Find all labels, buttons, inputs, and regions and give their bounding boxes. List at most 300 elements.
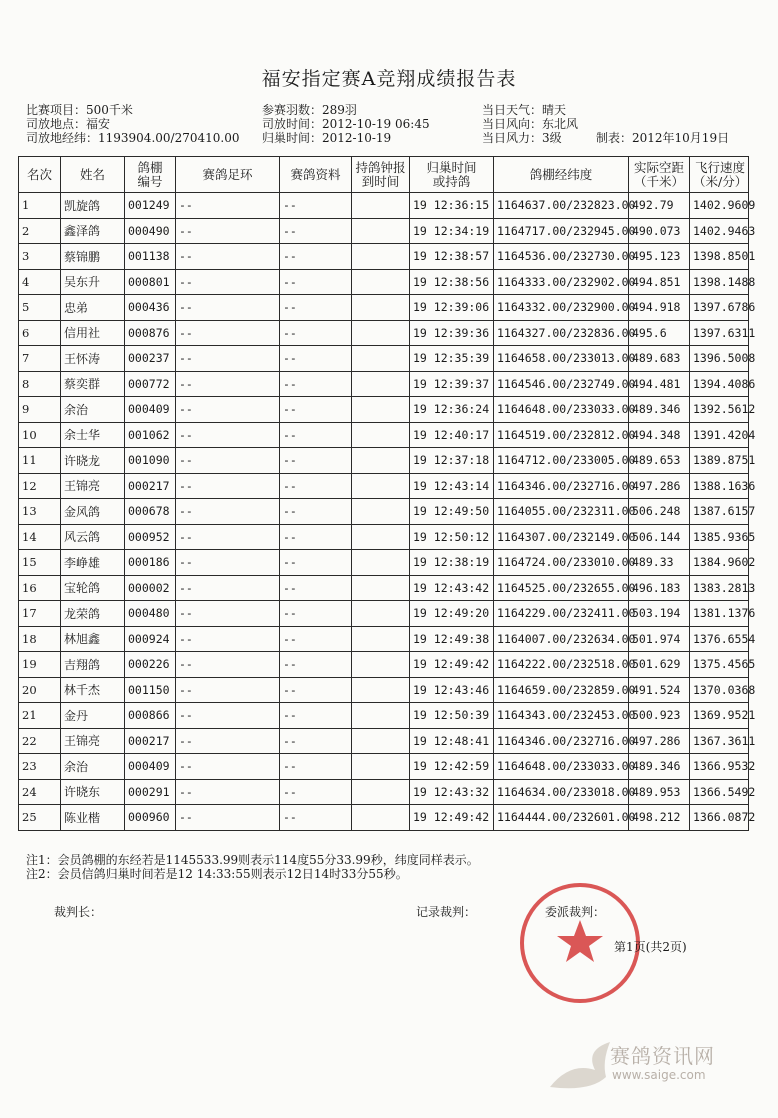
cell-loft: 001090 <box>125 448 176 474</box>
cell-arrival: 19 12:38:19 <box>410 550 494 576</box>
table-row <box>19 703 749 729</box>
cell-loft: 000960 <box>125 805 176 831</box>
cell-speed: 1392.5612 <box>690 397 749 423</box>
cell-loft: 000866 <box>125 703 176 729</box>
report-title: 福安指定赛A竞翔成绩报告表 <box>261 68 517 90</box>
cell-name: 吉翔鸽 <box>61 652 125 678</box>
cell-speed: 1370.0368 <box>690 677 749 703</box>
cell-distance: 494.851 <box>629 269 690 295</box>
cell-name: 龙荣鸽 <box>61 601 125 627</box>
table-row <box>19 728 749 754</box>
cell-arrival: 19 12:48:41 <box>410 728 494 754</box>
cell-info: -- <box>280 499 352 525</box>
cell-distance: 491.524 <box>629 677 690 703</box>
cell-rank: 21 <box>19 703 61 729</box>
cell-rank: 11 <box>19 448 61 474</box>
cell-speed: 1381.1376 <box>690 601 749 627</box>
cell-clock <box>352 677 410 703</box>
cell-ring: -- <box>176 320 280 346</box>
cell-coords: 1164333.00/232902.00 <box>494 269 629 295</box>
cell-arrival: 19 12:50:12 <box>410 524 494 550</box>
chief-judge-label: 裁判长： <box>54 905 103 919</box>
cell-coords: 1164222.00/232518.00 <box>494 652 629 678</box>
cell-loft: 001150 <box>125 677 176 703</box>
table-header-row <box>19 157 749 193</box>
cell-loft: 000952 <box>125 524 176 550</box>
cell-name: 凯旋鸽 <box>61 193 125 219</box>
table-row <box>19 575 749 601</box>
cell-info: -- <box>280 422 352 448</box>
cell-coords: 1164536.00/232730.00 <box>494 244 629 270</box>
cell-rank: 5 <box>19 295 61 321</box>
cell-name: 余治 <box>61 397 125 423</box>
cell-loft: 000772 <box>125 371 176 397</box>
cell-ring: -- <box>176 295 280 321</box>
info-made-date: 制表：2012年10月19日 <box>596 131 730 145</box>
table-body <box>19 193 756 831</box>
cell-info: -- <box>280 397 352 423</box>
cell-clock <box>352 295 410 321</box>
cell-speed: 1375.4565 <box>690 652 749 678</box>
cell-ring: -- <box>176 652 280 678</box>
cell-arrival: 19 12:36:24 <box>410 397 494 423</box>
results-table <box>18 156 756 831</box>
cell-distance: 495.123 <box>629 244 690 270</box>
cell-ring: -- <box>176 448 280 474</box>
info-entries: 参赛羽数：289羽 <box>262 103 357 117</box>
cell-clock <box>352 779 410 805</box>
cell-distance: 489.653 <box>629 448 690 474</box>
cell-distance: 489.953 <box>629 779 690 805</box>
cell-arrival: 19 12:43:42 <box>410 575 494 601</box>
cell-info: -- <box>280 244 352 270</box>
cell-rank: 7 <box>19 346 61 372</box>
cell-speed: 1367.3611 <box>690 728 749 754</box>
cell-info: -- <box>280 320 352 346</box>
cell-clock <box>352 371 410 397</box>
table-row <box>19 652 749 678</box>
cell-rank: 3 <box>19 244 61 270</box>
cell-name: 忠弟 <box>61 295 125 321</box>
table-row <box>19 805 749 831</box>
cell-ring: -- <box>176 193 280 219</box>
cell-arrival: 19 12:43:14 <box>410 473 494 499</box>
cell-ring: -- <box>176 601 280 627</box>
cell-speed: 1366.5492 <box>690 779 749 805</box>
cell-info: -- <box>280 677 352 703</box>
cell-ring: -- <box>176 218 280 244</box>
cell-distance: 501.974 <box>629 626 690 652</box>
table-row <box>19 550 749 576</box>
cell-speed: 1388.1636 <box>690 473 749 499</box>
table-row <box>19 397 749 423</box>
cell-ring: -- <box>176 499 280 525</box>
cell-loft: 000480 <box>125 601 176 627</box>
cell-speed: 1376.6554 <box>690 626 749 652</box>
cell-coords: 1164332.00/232900.00 <box>494 295 629 321</box>
cell-arrival: 19 12:35:39 <box>410 346 494 372</box>
cell-distance: 494.481 <box>629 371 690 397</box>
cell-clock <box>352 473 410 499</box>
cell-rank: 9 <box>19 397 61 423</box>
cell-name: 林千杰 <box>61 677 125 703</box>
header-arrival: 归巢时间或持鸽 <box>410 157 494 193</box>
cell-info: -- <box>280 295 352 321</box>
cell-rank: 12 <box>19 473 61 499</box>
cell-ring: -- <box>176 754 280 780</box>
table-row <box>19 499 749 525</box>
note-2: 注2：会员信鸽归巢时间若是12 14:33:55则表示12日14时33分55秒。 <box>26 867 408 881</box>
cell-speed: 1397.6311 <box>690 320 749 346</box>
table-row <box>19 779 749 805</box>
cell-coords: 1164648.00/233033.00 <box>494 754 629 780</box>
cell-distance: 497.286 <box>629 473 690 499</box>
cell-rank: 10 <box>19 422 61 448</box>
cell-name: 蔡奕群 <box>61 371 125 397</box>
header-loft: 鸽棚编号 <box>125 157 176 193</box>
cell-clock <box>352 422 410 448</box>
cell-name: 许晓东 <box>61 779 125 805</box>
cell-info: -- <box>280 779 352 805</box>
cell-ring: -- <box>176 244 280 270</box>
table-row <box>19 448 749 474</box>
cell-loft: 001249 <box>125 193 176 219</box>
cell-arrival: 19 12:36:15 <box>410 193 494 219</box>
cell-info: -- <box>280 218 352 244</box>
cell-coords: 1164724.00/233010.00 <box>494 550 629 576</box>
cell-loft: 000409 <box>125 397 176 423</box>
cell-coords: 1164525.00/232655.00 <box>494 575 629 601</box>
cell-speed: 1366.0872 <box>690 805 749 831</box>
cell-distance: 489.683 <box>629 346 690 372</box>
table-row <box>19 422 749 448</box>
info-event: 比赛项目：500千米 <box>26 103 133 117</box>
cell-coords: 1164546.00/232749.00 <box>494 371 629 397</box>
cell-name: 李峥雄 <box>61 550 125 576</box>
cell-rank: 1 <box>19 193 61 219</box>
cell-loft: 001062 <box>125 422 176 448</box>
cell-ring: -- <box>176 473 280 499</box>
cell-info: -- <box>280 346 352 372</box>
cell-coords: 1164307.00/232149.00 <box>494 524 629 550</box>
cell-arrival: 19 12:38:56 <box>410 269 494 295</box>
header-rank: 名次 <box>19 157 61 193</box>
header-clock: 持鸽钟报到时间 <box>352 157 410 193</box>
table-row <box>19 371 749 397</box>
cell-name: 王怀涛 <box>61 346 125 372</box>
cell-rank: 4 <box>19 269 61 295</box>
cell-loft: 000002 <box>125 575 176 601</box>
table-row <box>19 218 749 244</box>
cell-rank: 14 <box>19 524 61 550</box>
cell-distance: 492.79 <box>629 193 690 219</box>
cell-distance: 495.6 <box>629 320 690 346</box>
cell-ring: -- <box>176 346 280 372</box>
cell-distance: 501.629 <box>629 652 690 678</box>
cell-clock <box>352 754 410 780</box>
cell-ring: -- <box>176 550 280 576</box>
info-wind-force: 当日风力：3级 <box>482 131 562 145</box>
cell-ring: -- <box>176 422 280 448</box>
cell-coords: 1164343.00/232453.00 <box>494 703 629 729</box>
cell-coords: 1164717.00/232945.00 <box>494 218 629 244</box>
cell-clock <box>352 626 410 652</box>
table-row <box>19 754 749 780</box>
cell-name: 王锦亮 <box>61 473 125 499</box>
cell-clock <box>352 269 410 295</box>
header-speed: 飞行速度（米/分） <box>690 157 749 193</box>
cell-name: 鑫泽鸽 <box>61 218 125 244</box>
cell-coords: 1164634.00/233018.00 <box>494 779 629 805</box>
cell-name: 蔡锦鹏 <box>61 244 125 270</box>
cell-distance: 490.073 <box>629 218 690 244</box>
cell-loft: 000436 <box>125 295 176 321</box>
header-coords: 鸽棚经纬度 <box>494 157 629 193</box>
cell-coords: 1164229.00/232411.00 <box>494 601 629 627</box>
cell-info: -- <box>280 626 352 652</box>
cell-loft: 001138 <box>125 244 176 270</box>
cell-speed: 1383.2813 <box>690 575 749 601</box>
cell-arrival: 19 12:49:42 <box>410 805 494 831</box>
header-info: 赛鸽资料 <box>280 157 352 193</box>
table-row <box>19 320 749 346</box>
cell-loft: 000876 <box>125 320 176 346</box>
cell-clock <box>352 601 410 627</box>
cell-clock <box>352 703 410 729</box>
cell-loft: 000490 <box>125 218 176 244</box>
cell-name: 林旭鑫 <box>61 626 125 652</box>
cell-arrival: 19 12:49:38 <box>410 626 494 652</box>
cell-rank: 13 <box>19 499 61 525</box>
cell-loft: 000186 <box>125 550 176 576</box>
cell-speed: 1387.6157 <box>690 499 749 525</box>
cell-info: -- <box>280 754 352 780</box>
info-return-time: 归巢时间：2012-10-19 <box>262 131 392 145</box>
cell-arrival: 19 12:40:17 <box>410 422 494 448</box>
cell-loft: 000237 <box>125 346 176 372</box>
cell-info: -- <box>280 652 352 678</box>
cell-clock <box>352 524 410 550</box>
cell-speed: 1397.6786 <box>690 295 749 321</box>
cell-clock <box>352 499 410 525</box>
cell-coords: 1164519.00/232812.00 <box>494 422 629 448</box>
cell-name: 金丹 <box>61 703 125 729</box>
cell-speed: 1402.9609 <box>690 193 749 219</box>
cell-arrival: 19 12:39:37 <box>410 371 494 397</box>
cell-distance: 506.248 <box>629 499 690 525</box>
cell-name: 王锦亮 <box>61 728 125 754</box>
cell-rank: 6 <box>19 320 61 346</box>
recorder-judge-label: 记录裁判： <box>416 905 477 919</box>
table-row <box>19 269 749 295</box>
table-row <box>19 244 749 270</box>
cell-distance: 494.918 <box>629 295 690 321</box>
cell-ring: -- <box>176 371 280 397</box>
cell-clock <box>352 550 410 576</box>
cell-clock <box>352 218 410 244</box>
cell-arrival: 19 12:49:50 <box>410 499 494 525</box>
cell-clock <box>352 320 410 346</box>
cell-ring: -- <box>176 626 280 652</box>
header-ring: 赛鸽足环 <box>176 157 280 193</box>
cell-rank: 20 <box>19 677 61 703</box>
table-row <box>19 346 749 372</box>
cell-info: -- <box>280 575 352 601</box>
cell-ring: -- <box>176 805 280 831</box>
cell-speed: 1394.4086 <box>690 371 749 397</box>
table-row <box>19 626 749 652</box>
note-1: 注1：会员鸽棚的东经若是1145533.99则表示114度55分33.99秒，纬度同样表示。 <box>26 853 479 867</box>
cell-name: 宝轮鸽 <box>61 575 125 601</box>
table-row <box>19 677 749 703</box>
cell-coords: 1164327.00/232836.00 <box>494 320 629 346</box>
cell-coords: 1164007.00/232634.00 <box>494 626 629 652</box>
cell-rank: 18 <box>19 626 61 652</box>
cell-coords: 1164637.00/232823.00 <box>494 193 629 219</box>
cell-speed: 1385.9365 <box>690 524 749 550</box>
cell-ring: -- <box>176 728 280 754</box>
cell-arrival: 19 12:50:39 <box>410 703 494 729</box>
cell-info: -- <box>280 269 352 295</box>
table-row <box>19 295 749 321</box>
cell-loft: 000801 <box>125 269 176 295</box>
cell-name: 陈业楷 <box>61 805 125 831</box>
cell-speed: 1366.9532 <box>690 754 749 780</box>
cell-name: 吴东升 <box>61 269 125 295</box>
cell-clock <box>352 244 410 270</box>
cell-distance: 500.923 <box>629 703 690 729</box>
cell-rank: 23 <box>19 754 61 780</box>
cell-clock <box>352 652 410 678</box>
cell-speed: 1396.5008 <box>690 346 749 372</box>
cell-loft: 000409 <box>125 754 176 780</box>
cell-speed: 1389.8751 <box>690 448 749 474</box>
cell-loft: 000924 <box>125 626 176 652</box>
cell-coords: 1164648.00/233033.00 <box>494 397 629 423</box>
cell-info: -- <box>280 371 352 397</box>
cell-distance: 489.346 <box>629 397 690 423</box>
cell-speed: 1402.9463 <box>690 218 749 244</box>
cell-info: -- <box>280 805 352 831</box>
cell-distance: 503.194 <box>629 601 690 627</box>
cell-rank: 15 <box>19 550 61 576</box>
cell-coords: 1164658.00/233013.00 <box>494 346 629 372</box>
cell-distance: 506.144 <box>629 524 690 550</box>
cell-ring: -- <box>176 397 280 423</box>
cell-arrival: 19 12:39:36 <box>410 320 494 346</box>
page-number: 第1页(共2页) <box>614 940 687 954</box>
cell-ring: -- <box>176 524 280 550</box>
cell-name: 许晓龙 <box>61 448 125 474</box>
cell-clock <box>352 728 410 754</box>
cell-info: -- <box>280 473 352 499</box>
cell-arrival: 19 12:38:57 <box>410 244 494 270</box>
info-release-coords: 司放地经纬：1193904.00/270410.00 <box>26 131 240 145</box>
cell-distance: 489.33 <box>629 550 690 576</box>
cell-loft: 000217 <box>125 473 176 499</box>
cell-rank: 8 <box>19 371 61 397</box>
cell-loft: 000226 <box>125 652 176 678</box>
cell-name: 余治 <box>61 754 125 780</box>
cell-rank: 17 <box>19 601 61 627</box>
cell-coords: 1164659.00/232859.00 <box>494 677 629 703</box>
cell-name: 信用社 <box>61 320 125 346</box>
cell-arrival: 19 12:37:18 <box>410 448 494 474</box>
cell-name: 金风鸽 <box>61 499 125 525</box>
cell-info: -- <box>280 524 352 550</box>
cell-ring: -- <box>176 677 280 703</box>
cell-name: 余士华 <box>61 422 125 448</box>
table-row <box>19 193 749 219</box>
cell-rank: 19 <box>19 652 61 678</box>
cell-ring: -- <box>176 779 280 805</box>
cell-speed: 1391.4204 <box>690 422 749 448</box>
cell-rank: 24 <box>19 779 61 805</box>
info-release-time: 司放时间：2012-10-19 06:45 <box>262 117 430 131</box>
cell-speed: 1384.9602 <box>690 550 749 576</box>
cell-rank: 25 <box>19 805 61 831</box>
watermark-url: www.saige.com <box>612 1068 706 1082</box>
cell-rank: 22 <box>19 728 61 754</box>
cell-distance: 496.183 <box>629 575 690 601</box>
cell-ring: -- <box>176 269 280 295</box>
cell-rank: 2 <box>19 218 61 244</box>
cell-ring: -- <box>176 703 280 729</box>
cell-coords: 1164055.00/232311.00 <box>494 499 629 525</box>
cell-speed: 1369.9521 <box>690 703 749 729</box>
table-row <box>19 473 749 499</box>
cell-clock <box>352 448 410 474</box>
info-wind-direction: 当日风向：东北风 <box>482 117 579 131</box>
cell-rank: 16 <box>19 575 61 601</box>
cell-clock <box>352 805 410 831</box>
table-row <box>19 524 749 550</box>
cell-info: -- <box>280 193 352 219</box>
cell-speed: 1398.1488 <box>690 269 749 295</box>
cell-arrival: 19 12:43:32 <box>410 779 494 805</box>
cell-loft: 000217 <box>125 728 176 754</box>
cell-speed: 1398.8501 <box>690 244 749 270</box>
cell-clock <box>352 397 410 423</box>
cell-coords: 1164346.00/232716.00 <box>494 728 629 754</box>
cell-arrival: 19 12:39:06 <box>410 295 494 321</box>
cell-ring: -- <box>176 575 280 601</box>
cell-coords: 1164346.00/232716.00 <box>494 473 629 499</box>
cell-info: -- <box>280 728 352 754</box>
cell-info: -- <box>280 703 352 729</box>
cell-clock <box>352 193 410 219</box>
cell-coords: 1164712.00/233005.00 <box>494 448 629 474</box>
cell-distance: 494.348 <box>629 422 690 448</box>
cell-clock <box>352 575 410 601</box>
cell-arrival: 19 12:43:46 <box>410 677 494 703</box>
cell-arrival: 19 12:49:42 <box>410 652 494 678</box>
header-distance: 实际空距（千米） <box>629 157 690 193</box>
delegate-judge-label: 委派裁判： <box>545 905 606 919</box>
cell-distance: 498.212 <box>629 805 690 831</box>
table-row <box>19 601 749 627</box>
cell-info: -- <box>280 448 352 474</box>
header-name: 姓名 <box>61 157 125 193</box>
cell-arrival: 19 12:49:20 <box>410 601 494 627</box>
cell-coords: 1164444.00/232601.00 <box>494 805 629 831</box>
cell-info: -- <box>280 601 352 627</box>
cell-clock <box>352 346 410 372</box>
cell-name: 风云鸽 <box>61 524 125 550</box>
cell-arrival: 19 12:42:59 <box>410 754 494 780</box>
watermark-site-name: 赛鸽资讯网 <box>610 1044 715 1068</box>
cell-loft: 000678 <box>125 499 176 525</box>
